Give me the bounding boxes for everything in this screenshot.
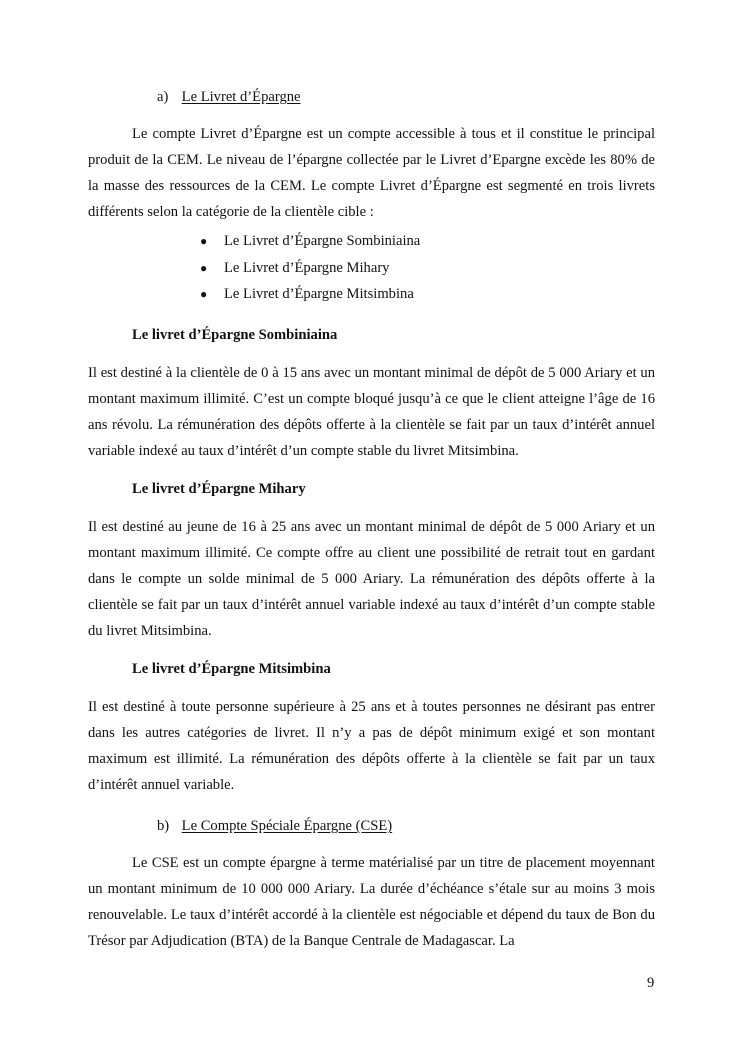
mihary-heading: Le livret d’Épargne Mihary [132, 481, 306, 497]
section-a-heading [157, 84, 301, 110]
bullet-icon: ● [200, 287, 208, 301]
sombiniaina-text: Il est destiné à la clientèle de 0 à 15 ans avec un montant minimal de dépôt de 5 000 Ariary et un montant maximum illimité. C’est un compte bloqué jusqu’à ce que le client atteigne l’âge de 16 ans révolu. La rémunération des dépôts offerte à la clientèle se fait par un taux d’intérêt annuel variable indexé au taux d’intérêt d’un compte stable du livret Mitsimbina. [88, 365, 655, 459]
list-item: ● Le Livret d’Épargne Mitsimbina [200, 281, 420, 308]
livret-bullet-list [200, 228, 420, 308]
list-item: ● Le Livret d’Épargne Sombiniaina [200, 228, 420, 255]
section-b-letter: b) [157, 818, 170, 834]
section-a-letter: a) [157, 89, 169, 105]
section-b-title: Le Compte Spéciale Épargne (CSE) [181, 818, 393, 834]
bullet-icon: ● [200, 260, 208, 275]
section-b-heading [157, 813, 392, 839]
mihary-text: Il est destiné au jeune de 16 à 25 ans avec un montant minimal de dépôt de 5 000 Ariary et un montant maximum illimité. Ce compte offre au client une possibilité de retrait tout en gardant dans le compte un solde minimal de 5 000 Ariary. La rémunération des dépôts offerte à la clientèle se fait par un taux d’intérêt annuel variable indexé au taux d’intérêt d’un compte stable du livret Mitsimbina. [88, 519, 655, 639]
mitsimbina-heading: Le livret d’Épargne Mitsimbina [132, 661, 331, 677]
section-a-title: Le Livret d’Épargne [181, 89, 301, 105]
section-b-text: Le CSE est un compte épargne à terme matérialisé par un titre de placement moyennant un montant minimum de 10 000 000 Ariary. La durée d’échéance s’étale sur au moins 3 mois renouvelable. Le taux d’intérêt accordé à la clientèle est négociable et dépend du taux de Bon du Trésor par Adjudication (BTA) de la Banque Centrale de Madagascar. La [88, 855, 655, 949]
bullet-icon: ● [200, 234, 208, 248]
list-item: ● Le Livret d’Épargne Mihary [200, 255, 420, 282]
sombiniaina-heading: Le livret d’Épargne Sombiniaina [132, 327, 338, 343]
section-a-intro: Le compte Livret d’Épargne est un compte accessible à tous et il constitue le principal produit de la CEM. Le niveau de l’épargne collectée par le Livret d’Epargne excède les 80% de la masse des ressources de la CEM. Le compte Livret d’Épargne est segmenté en trois livrets différents selon la catégorie de la clientèle cible : [88, 126, 655, 220]
mitsimbina-text: Il est destiné à toute personne supérieure à 25 ans et à toutes personnes ne désirant pas entrer dans les autres catégories de livret. Il n’y a pas de dépôt minimum exigé et son montant maximum est illimité. La rémunération des dépôts offerte à la clientèle se fait par un taux d’intérêt annuel variable. [88, 699, 655, 793]
page-number: 9 [647, 975, 655, 991]
